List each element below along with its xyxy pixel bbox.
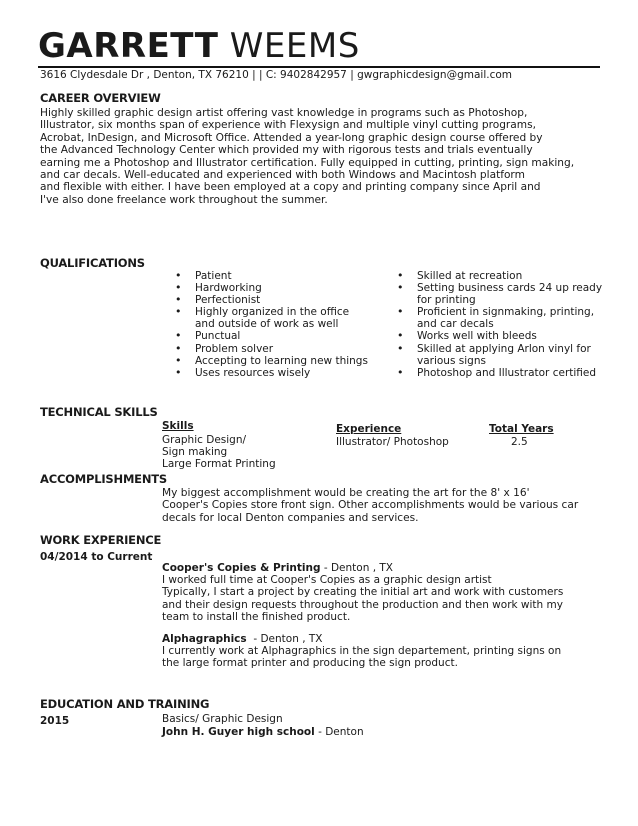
first-name: GARRETT xyxy=(38,26,219,66)
education-year: 2015 xyxy=(40,715,70,727)
list-item: • Perfectionist xyxy=(172,294,368,306)
overview-line: I've also done freelance work throughout the summer. xyxy=(40,193,328,206)
job-line: and their design requests throughout the production and then work with my xyxy=(162,598,563,611)
accomplishment-line: My biggest accomplishment would be creating the art for the 8' x 16' xyxy=(162,487,530,499)
employer-name: Cooper's Copies & Printing xyxy=(162,562,321,574)
overview-line: Highly skilled graphic design artist offering vast knowledge in programs such as Photoshop, xyxy=(40,107,528,119)
accomplishment-line: Cooper's Copies store front sign. Other accomplishments would be various car xyxy=(162,499,579,512)
work-experience-heading: WORK EXPERIENCE xyxy=(40,533,162,547)
employer-location: - Denton , TX xyxy=(320,562,393,574)
experience-value: Illustrator/ Photoshop xyxy=(336,436,449,448)
skill-item: Sign making xyxy=(162,446,228,459)
accomplishment-line: decals for local Denton companies and services. xyxy=(162,511,419,524)
job-line: the large format printer and producing the sign product. xyxy=(162,657,458,670)
school-location: - Denton xyxy=(314,726,364,738)
career-overview-heading: CAREER OVERVIEW xyxy=(40,91,161,105)
list-item: • Patient xyxy=(172,270,368,282)
school-name: John H. Guyer high school xyxy=(162,726,315,738)
list-item: • Highly organized in the office and outside of work as well xyxy=(172,306,368,330)
job-line: I worked full time at Cooper's Copies as a graphic design artist xyxy=(162,574,492,587)
qualifications-list-left xyxy=(172,270,368,379)
job-title-line xyxy=(162,633,612,645)
candidate-name xyxy=(38,26,360,66)
job-entry xyxy=(162,633,612,670)
overview-line: Illustrator, six months span of experience with Flexysign and multiple vinyl cutting programs, xyxy=(40,119,536,132)
years-column-header: Total Years xyxy=(489,423,554,435)
job-entry xyxy=(162,562,612,623)
work-date-range: 04/2014 to Current xyxy=(40,551,153,563)
list-item: • Photoshop and Illustrator certified xyxy=(394,367,606,379)
job-title-line xyxy=(162,562,612,574)
overview-line: and car decals. Well-educated and experienced with both Windows and Macintosh platform xyxy=(40,169,525,182)
list-item: • Skilled at recreation xyxy=(394,270,606,282)
years-value: 2.5 xyxy=(511,436,528,448)
overview-line: the Advanced Technology Center which provided my with rigorous tests and trials eventually xyxy=(40,144,533,157)
last-name: WEEMS xyxy=(229,26,360,66)
list-item: • Problem solver xyxy=(172,343,368,355)
education-program: Basics/ Graphic Design xyxy=(162,713,283,725)
list-item: • Accepting to learning new things xyxy=(172,355,368,367)
employer-name: Alphagraphics xyxy=(162,633,247,645)
career-overview-text xyxy=(40,107,615,206)
list-item: • Uses resources wisely xyxy=(172,367,368,379)
list-item: • Hardworking xyxy=(172,282,368,294)
overview-line: Acrobat, InDesign, and Microsoft Office. Attended a year-long graphic design course offered by xyxy=(40,131,543,144)
employer-location: - Denton , TX xyxy=(246,633,323,645)
overview-line: and flexible with either. I have been employed at a copy and printing company since April and xyxy=(40,181,541,194)
skills-list xyxy=(162,434,276,471)
accomplishments-heading: ACCOMPLISHMENTS xyxy=(40,472,167,486)
job-line: Typically, I start a project by creating the initial art and work with customers xyxy=(162,586,564,599)
job-line: I currently work at Alphagraphics in the sign departement, printing signs on xyxy=(162,645,562,658)
list-item: • Setting business cards 24 up ready for printing xyxy=(394,282,606,306)
list-item: • Works well with bleeds xyxy=(394,330,606,342)
experience-column-header: Experience xyxy=(336,423,402,435)
technical-skills-heading: TECHNICAL SKILLS xyxy=(40,405,158,419)
job-line: team to install the finished product. xyxy=(162,610,351,623)
list-item: • Punctual xyxy=(172,330,368,342)
skill-item: Graphic Design/ xyxy=(162,434,247,446)
skill-item: Large Format Printing xyxy=(162,458,276,471)
contact-line: 3616 Clydesdale Dr , Denton, TX 76210 | | C: 9402842957 | gwgraphicdesign@gmail.com xyxy=(40,69,513,81)
education-heading: EDUCATION AND TRAINING xyxy=(40,697,210,711)
education-school-line xyxy=(162,726,364,738)
skills-column-header: Skills xyxy=(162,420,194,432)
qualifications-list-right xyxy=(394,270,606,379)
accomplishments-text xyxy=(162,487,612,524)
qualifications-heading: QUALIFICATIONS xyxy=(40,256,145,270)
list-item: • Skilled at applying Arlon vinyl for various signs xyxy=(394,343,606,367)
overview-line: earning me a Photoshop and Illustrator certification. Fully equipped in cutting, printing, sign making, xyxy=(40,156,575,169)
list-item: • Proficient in signmaking, printing, and car decals xyxy=(394,306,606,330)
